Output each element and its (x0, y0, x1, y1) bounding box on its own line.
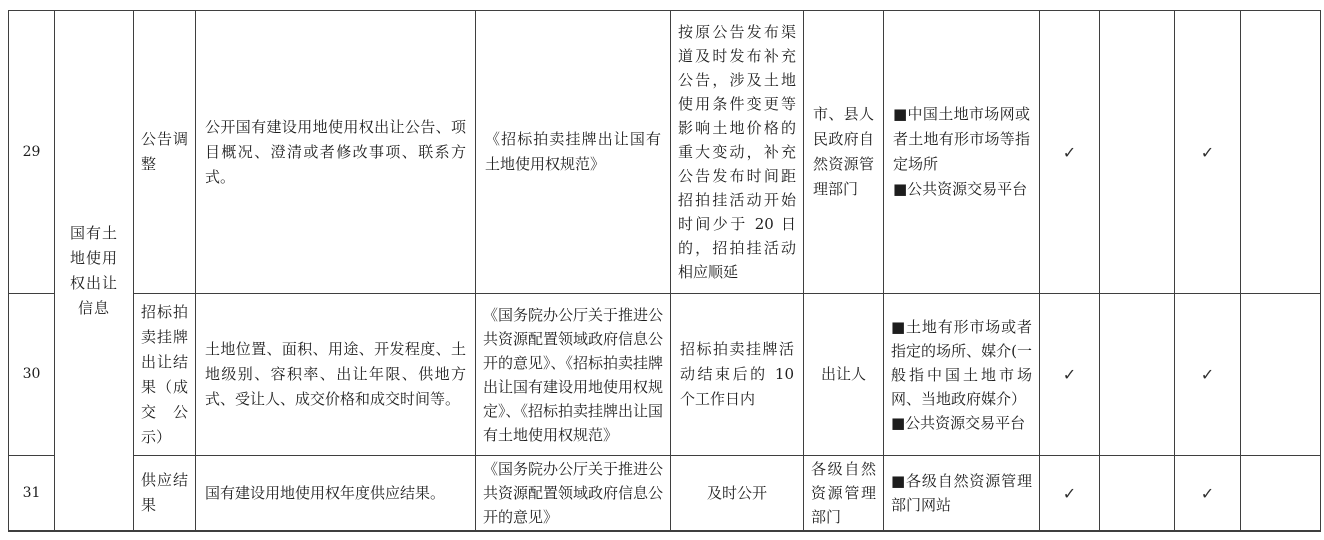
table-row (9, 456, 1321, 532)
table-row (9, 294, 1321, 456)
content-cell: 土地位置、面积、用途、开发程度、土地级别、容积率、出让年限、供地方式、受让人、成交价格和成交时间等。 (196, 294, 476, 456)
platform-item: ■公共资源交易平台 (891, 413, 1026, 432)
department-cell: 市、县人民政府自然资源管理部门 (804, 11, 884, 294)
checkmark-cell: ✓ (1040, 456, 1100, 532)
disclosure-table (8, 10, 1321, 532)
platform-item: ■公共资源交易平台 (893, 180, 1028, 198)
timing-cell: 招标拍卖挂牌活动结束后的 10 个工作日内 (671, 294, 804, 456)
platform-item: ■各级自然资源管理部门网站 (891, 472, 1032, 514)
platform-cell (884, 294, 1040, 456)
checkmark-cell (1241, 456, 1321, 532)
checkmark-cell (1100, 294, 1175, 456)
platform-cell (884, 11, 1040, 294)
category-cell: 国有土地使用权出让信息 (55, 11, 134, 532)
platform-item: ■中国土地市场网或者土地有形市场等指定场所 (893, 105, 1030, 173)
checkmark-cell: ✓ (1175, 294, 1241, 456)
item-name-cell: 招标拍卖挂牌出让结果（成交公示） (134, 294, 196, 456)
department-cell: 各级自然资源管理部门 (804, 456, 884, 532)
row-number: 30 (9, 294, 55, 456)
checkmark-cell: ✓ (1175, 11, 1241, 294)
checkmark-cell: ✓ (1040, 294, 1100, 456)
item-name-cell: 供应结果 (134, 456, 196, 532)
item-name-cell: 公告调整 (134, 11, 196, 294)
row-number: 31 (9, 456, 55, 532)
row-number: 29 (9, 11, 55, 294)
checkmark-cell (1100, 11, 1175, 294)
checkmark-cell (1241, 294, 1321, 456)
content-cell: 国有建设用地使用权年度供应结果。 (196, 456, 476, 532)
checkmark-cell: ✓ (1040, 11, 1100, 294)
basis-cell: 《招标拍卖挂牌出让国有土地使用权规范》 (476, 11, 671, 294)
timing-cell: 及时公开 (671, 456, 804, 532)
basis-cell: 《国务院办公厅关于推进公共资源配置领域政府信息公开的意见》、《招标拍卖挂牌出让国有建设用地使用权规定》、《招标拍卖挂牌出让国有土地使用权规范》 (476, 294, 671, 456)
checkmark-cell: ✓ (1175, 456, 1241, 532)
timing-cell: 按原公告发布渠道及时发布补充公告，涉及土地使用条件变更等影响土地价格的重大变动，补充公告发布时间距招拍挂活动开始时间少于 20 日的，招拍挂活动相应顺延 (671, 11, 804, 294)
table-row (9, 11, 1321, 294)
checkmark-cell (1241, 11, 1321, 294)
content-cell: 公开国有建设用地使用权出让公告、项目概况、澄清或者修改事项、联系方式。 (196, 11, 476, 294)
platform-item: ■土地有形市场或者指定的场所、媒介(一般指中国土地市场网、当地政府媒介） (891, 317, 1032, 408)
department-cell: 出让人 (804, 294, 884, 456)
platform-cell (884, 456, 1040, 532)
basis-cell: 《国务院办公厅关于推进公共资源配置领域政府信息公开的意见》 (476, 456, 671, 532)
checkmark-cell (1100, 456, 1175, 532)
